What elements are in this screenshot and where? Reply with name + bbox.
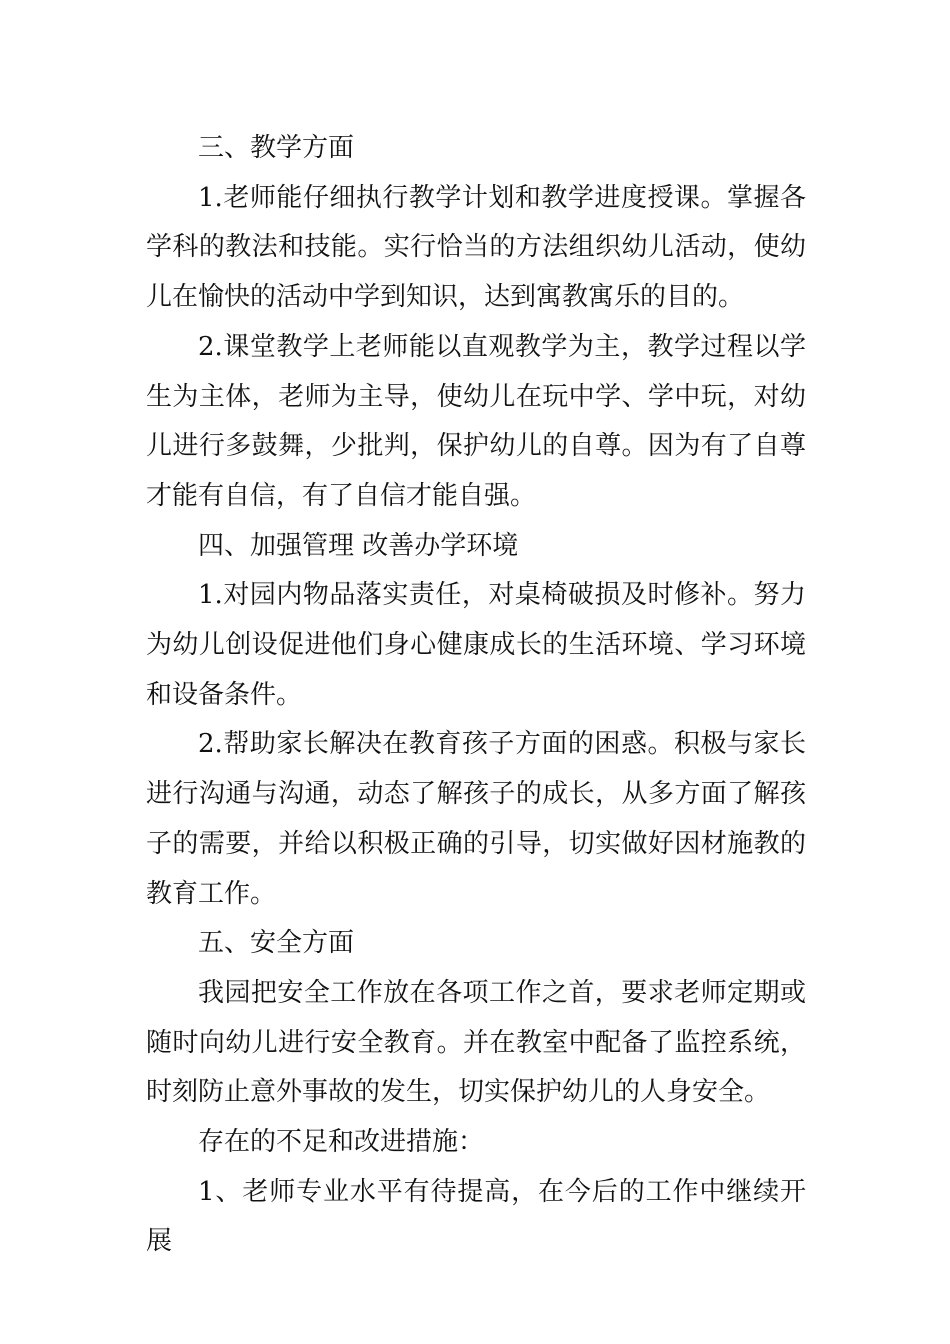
paragraph-safety: 我园把安全工作放在各项工作之首，要求老师定期或随时向幼儿进行安全教育。并在教室中配备了监控系统，时刻防止意外事故的发生，切实保护幼儿的人身安全。 xyxy=(146,977,806,1108)
paragraph-management-2: 2.帮助家长解决在教育孩子方面的困惑。积极与家长进行沟通与沟通，动态了解孩子的成长，从多方面了解孩子的需要，并给以积极正确的引导，切实做好因材施教的教育工作。 xyxy=(146,729,806,909)
paragraph-shortcomings-1: 1、老师专业水平有待提高，在今后的工作中继续开展 xyxy=(146,1176,806,1257)
section-heading-management: 四、加强管理 改善办学环境 xyxy=(198,530,519,561)
paragraph-teaching-2: 2.课堂教学上老师能以直观教学为主，教学过程以学生为主体，老师为主导，使幼儿在玩中学、学中玩，对幼儿进行多鼓舞，少批判，保护幼儿的自尊。因为有了自尊才能有自信，有了自信才能自强。 xyxy=(146,331,806,511)
document-body xyxy=(146,124,806,1267)
paragraph-management-1: 1.对园内物品落实责任，对桌椅破损及时修补。努力为幼儿创设促进他们身心健康成长的生活环境、学习环境和设备条件。 xyxy=(146,580,806,710)
paragraph-teaching-1: 1.老师能仔细执行教学计划和教学进度授课。掌握各学科的教法和技能。实行恰当的方法组织幼儿活动，使幼儿在愉快的活动中学到知识，达到寓教寓乐的目的。 xyxy=(146,182,806,313)
section-heading-shortcomings: 存在的不足和改进措施： xyxy=(198,1127,485,1158)
section-heading-safety: 五、安全方面 xyxy=(198,928,355,959)
section-heading-teaching: 三、教学方面 xyxy=(198,133,355,163)
